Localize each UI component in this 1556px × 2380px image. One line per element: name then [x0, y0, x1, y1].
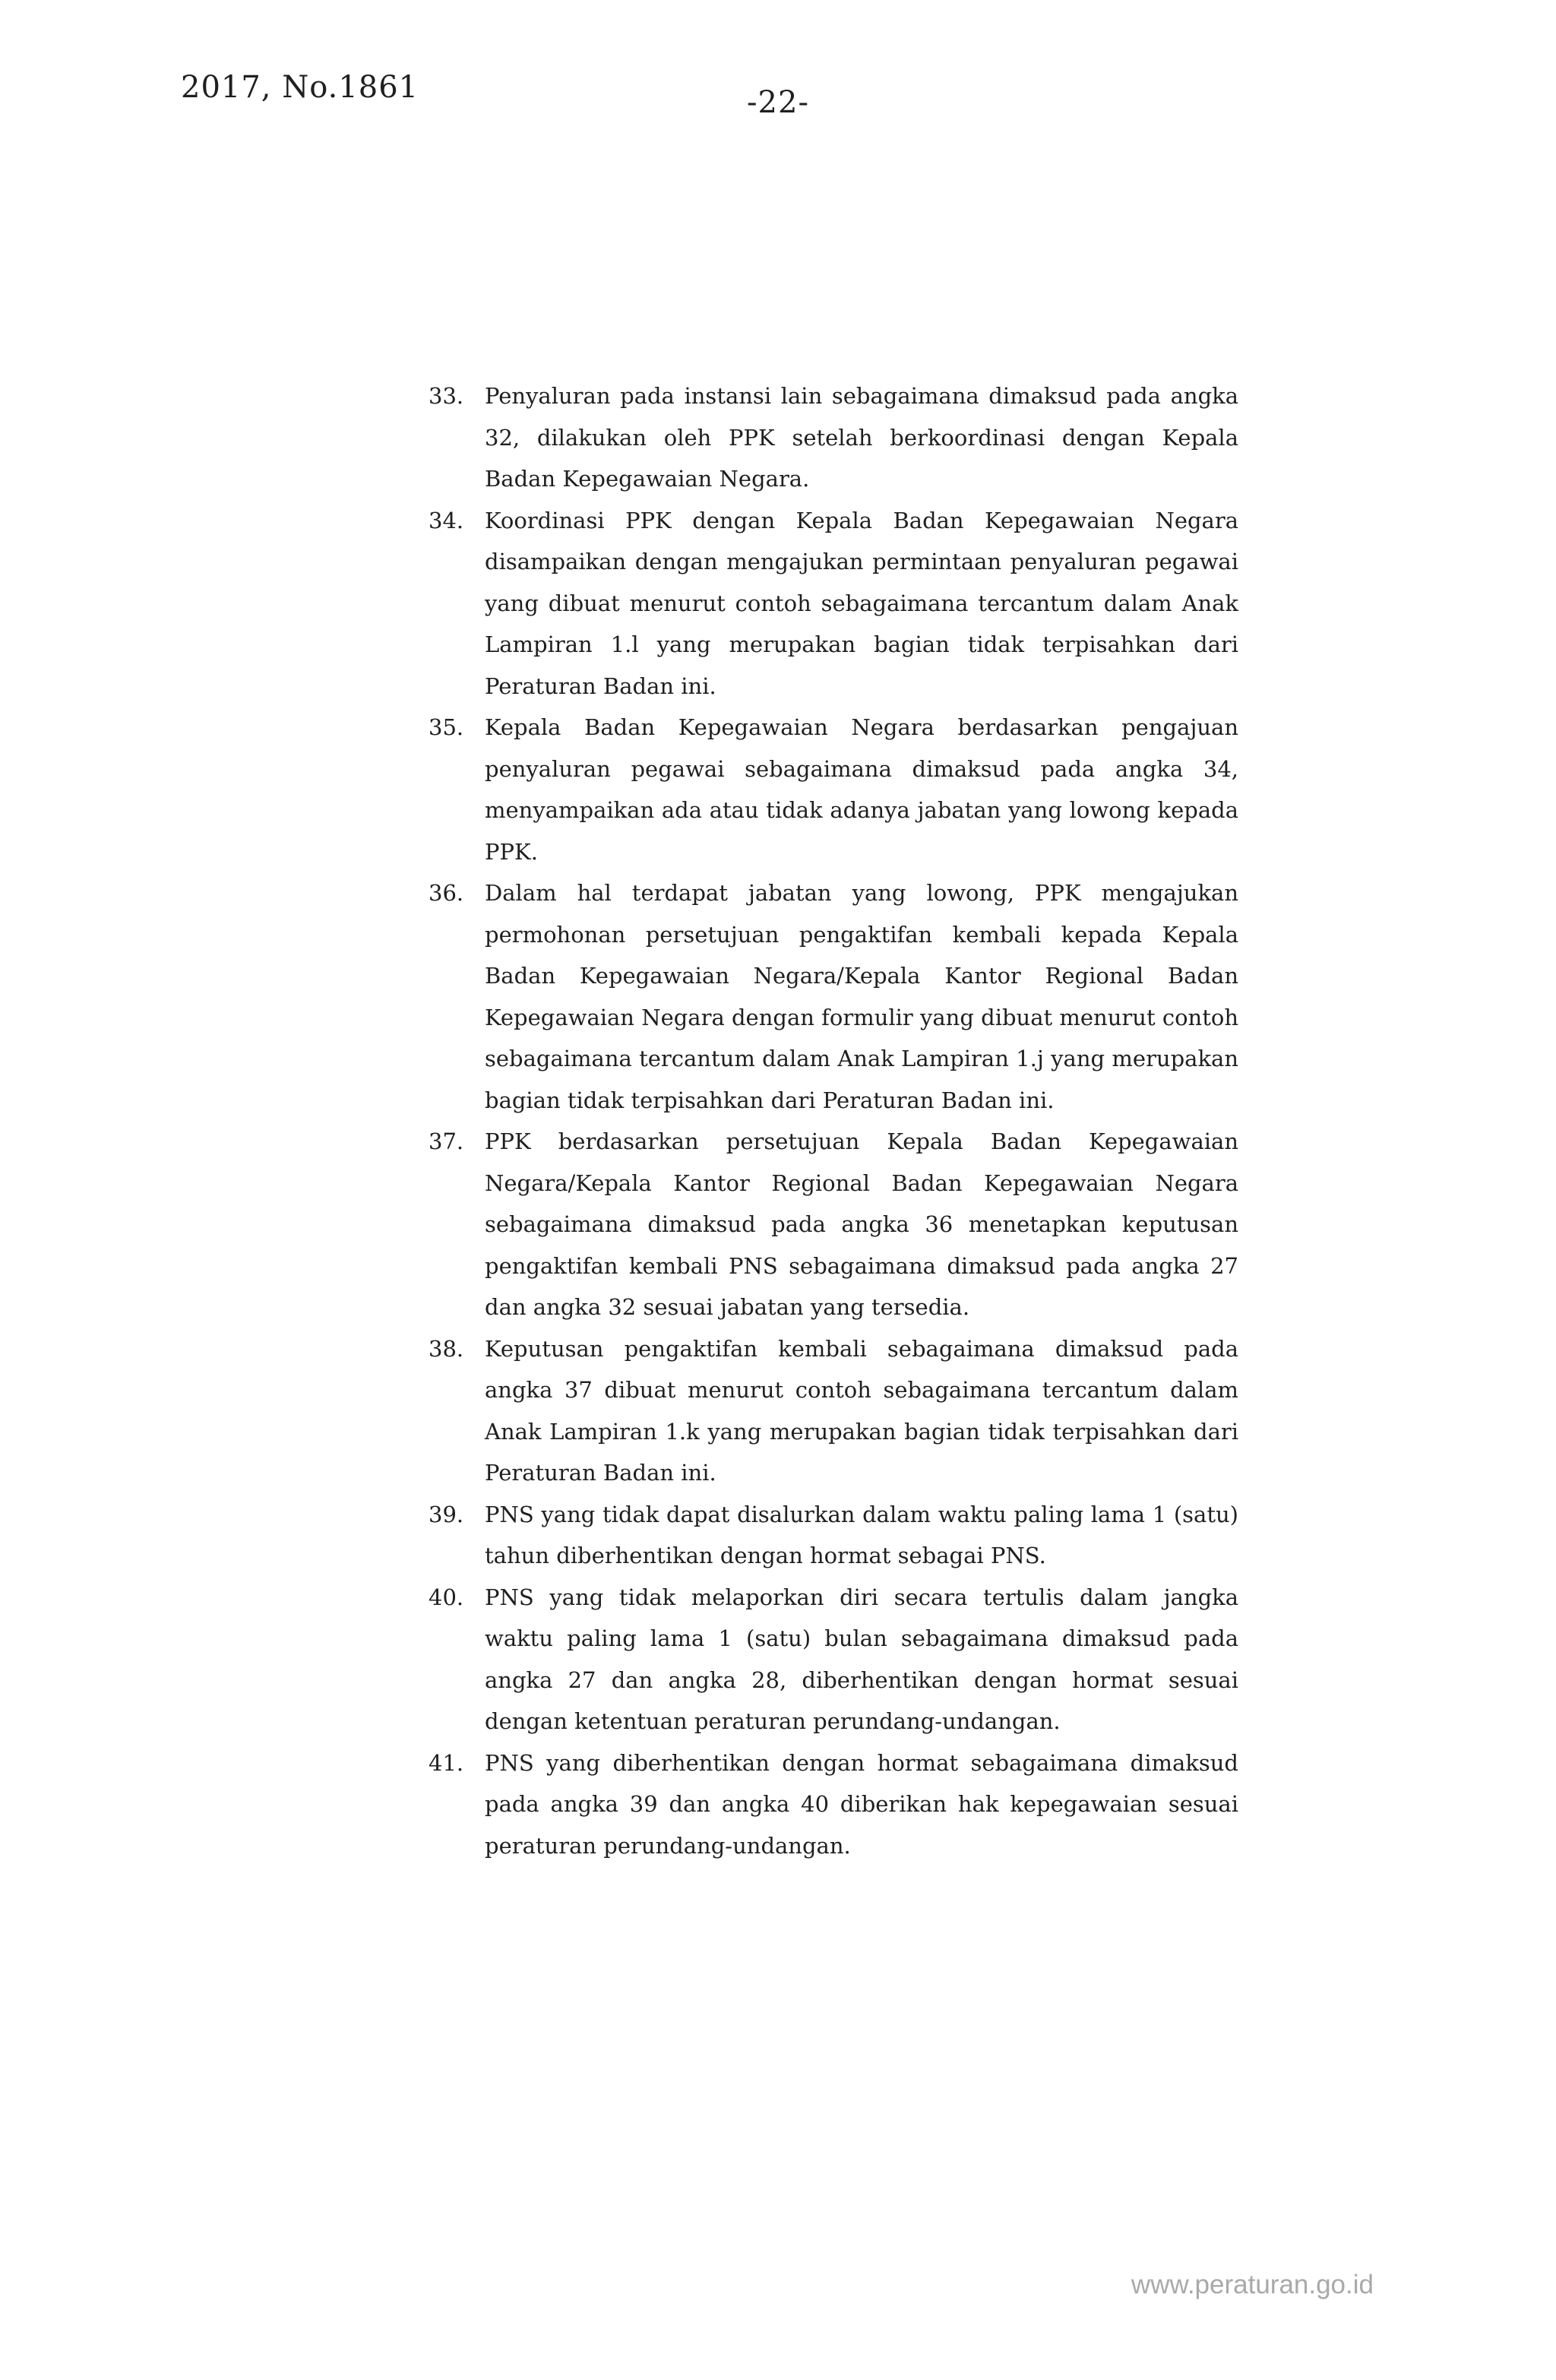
item-text: Kepala Badan Kepegawaian Negara berdasarkan pengajuan penyaluran pegawai sebagaimana dimaksud pada angka 34, menyampaikan ada atau tidak adanya jabatan yang lowong kepada PPK.	[485, 714, 1238, 865]
regulation-list	[429, 375, 1238, 1866]
gazette-issue: 2017, No.1861	[181, 70, 419, 105]
list-item	[429, 1742, 1238, 1867]
item-text: Penyaluran pada instansi lain sebagaimana dimaksud pada angka 32, dilakukan oleh PPK setelah berkoordinasi dengan Kepala Badan Kepegawaian Negara.	[485, 383, 1238, 492]
item-number: 39.	[429, 1501, 464, 1527]
item-text: Dalam hal terdapat jabatan yang lowong, PPK mengajukan permohonan persetujuan pengaktifan kembali kepada Kepala Badan Kepegawaian Negara/Kepala Kantor Regional Badan Kepegawaian Negara dengan formulir yang dibuat menurut contoh sebagaimana tercantum dalam Anak Lampiran 1.j yang merupakan bagian tidak terpisahkan dari Peraturan Badan ini.	[485, 880, 1238, 1113]
item-text: Koordinasi PPK dengan Kepala Badan Kepegawaian Negara disampaikan dengan mengajukan permintaan penyaluran pegawai yang dibuat menurut contoh sebagaimana tercantum dalam Anak Lampiran 1.l yang merupakan bagian tidak terpisahkan dari Peraturan Badan ini.	[485, 507, 1238, 699]
item-text: PNS yang tidak dapat disalurkan dalam waktu paling lama 1 (satu) tahun diberhentikan dengan hormat sebagai PNS.	[485, 1501, 1238, 1568]
list-item	[429, 1577, 1238, 1742]
list-item	[429, 1494, 1238, 1577]
item-number: 38.	[429, 1335, 464, 1362]
website-watermark: www.peraturan.go.id	[1131, 2270, 1374, 2299]
item-number: 33.	[429, 383, 464, 409]
item-number: 34.	[429, 507, 464, 533]
item-text: PPK berdasarkan persetujuan Kepala Badan Kepegawaian Negara/Kepala Kantor Regional Badan Kepegawaian Negara sebagaimana dimaksud pada angka 36 menetapkan keputusan pengaktifan kembali PNS sebagaimana dimaksud pada angka 27 dan angka 32 sesuai jabatan yang tersedia.	[485, 1128, 1238, 1320]
item-number: 41.	[429, 1749, 464, 1776]
list-item	[429, 872, 1238, 1121]
item-text: Keputusan pengaktifan kembali sebagaimana dimaksud pada angka 37 dibuat menurut contoh sebagaimana tercantum dalam Anak Lampiran 1.k yang merupakan bagian tidak terpisahkan dari Peraturan Badan ini.	[485, 1335, 1238, 1486]
item-number: 37.	[429, 1128, 464, 1154]
item-text: PNS yang diberhentikan dengan hormat sebagaimana dimaksud pada angka 39 dan angka 40 diberikan hak kepegawaian sesuai peraturan perundang-undangan.	[485, 1749, 1238, 1859]
list-item	[429, 707, 1238, 872]
item-number: 40.	[429, 1584, 464, 1610]
list-item	[429, 500, 1238, 707]
list-item	[429, 375, 1238, 500]
list-item	[429, 1328, 1238, 1494]
item-number: 36.	[429, 880, 464, 906]
list-item	[429, 1121, 1238, 1328]
item-number: 35.	[429, 714, 464, 740]
item-text: PNS yang tidak melaporkan diri secara tertulis dalam jangka waktu paling lama 1 (satu) bulan sebagaimana dimaksud pada angka 27 dan angka 28, diberhentikan dengan hormat sesuai dengan ketentuan peraturan perundang-undangan.	[485, 1584, 1238, 1734]
page-number: -22-	[747, 85, 809, 120]
